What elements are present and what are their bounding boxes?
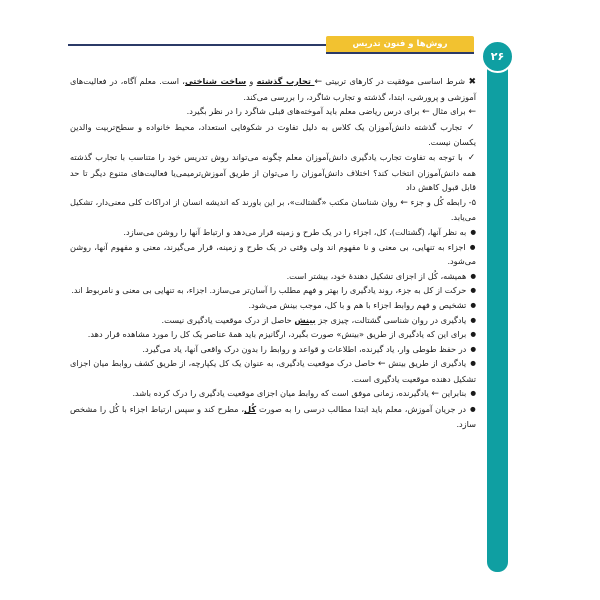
text-run: برای این که یادگیری از طریق	[364, 329, 467, 340]
chapter-title: روش‌ها و فنون تدریس	[352, 39, 448, 49]
text-run: شرط اساسی موفقیت در کارهای تربیتی	[321, 76, 465, 86]
page-number-badge	[481, 40, 514, 73]
text-run: صورت بگیرد، ارگانیزم باید همهٔ عناصر یک کل را مورد مشاهده قرار دهد.	[87, 329, 337, 340]
bullet-item	[70, 283, 476, 298]
body-text	[70, 74, 476, 431]
text-run: تشخیص و فهم روابط اجزاء با هم و با کل، موجب بینش می‌شود.	[248, 299, 467, 310]
check-item	[70, 150, 476, 195]
paragraph	[70, 104, 476, 120]
text-run: ←	[378, 359, 386, 370]
bullet-item	[70, 402, 476, 431]
text-run: در جریان آموزش، معلم باید ابتدا مطالب درسی را به صورت	[256, 404, 467, 415]
paragraph	[70, 195, 476, 225]
bullet-item	[70, 298, 476, 313]
text-run: حاصل درک موقعیت یادگیری، به عنوان یک کل یکپارچه، از طریق کشف روابط میان اجزای تشکیل دهنده موقعیت یادگیری است.	[70, 358, 476, 384]
text-run: گشتالت	[294, 196, 322, 207]
text-run: تجارب گذشته	[256, 76, 315, 86]
text-run: «بینش»	[336, 329, 365, 340]
text-run: برای درس ریاضی معلم باید آموخته‌های قبلی شاگرد را در نظر بگیرد.	[186, 106, 423, 117]
text-run: در حفظ طوطی وار، یاد گیرنده، اطلاعات و قواعد و روابط را بدون درک واقعی آنها، یاد می‌گیرد.	[142, 343, 467, 354]
paragraph	[70, 74, 476, 104]
bullet-item	[70, 386, 476, 402]
text-run: ←	[431, 389, 439, 400]
chapter-tab-underline	[326, 52, 474, 54]
text-run: تجارب گذشته دانش‌آموزان یک کلاس به دلیل تفاوت در شکوفایی استعداد، محیط خانواده و سطح‌تربیت والدین یکسان نیست.	[70, 121, 476, 148]
text-run: ۵- رابطه کُل و جزء	[407, 196, 477, 207]
text-run: و	[246, 76, 257, 86]
text-run: (گشتالت)	[391, 226, 425, 237]
check-item	[70, 120, 476, 150]
page-number: ۲۶	[490, 50, 505, 63]
text-run: ←	[465, 107, 476, 118]
text-run: همیشه، کُل از اجزای تشکیل دهندهٔ خود، بیشتر است.	[286, 270, 467, 281]
text-run: بینش	[294, 314, 316, 325]
text-run: به نظر آنها،	[424, 226, 467, 237]
text-run: ←	[314, 77, 322, 87]
bullet-item	[70, 327, 476, 342]
cross-arrow-icon: ✖	[464, 77, 476, 87]
text-run: کُل	[244, 404, 257, 415]
text-run: یادگیرنده، زمانی موفق است که روابط میان اجزای موقعیت یادگیری را درک کرده باشد.	[132, 388, 432, 399]
text-run: روان شناسان مکتب «	[321, 196, 398, 207]
text-run: بنابراین	[438, 388, 467, 399]
bullet-item	[70, 269, 476, 284]
text-run: ، کل، اجزاء را در یک طرح و زمینه قرار می‌دهد و ارتباط آنها را روشن می‌سازد.	[123, 226, 392, 237]
bullet-item	[70, 240, 476, 269]
text-run: ←	[397, 197, 408, 208]
text-run: حاصل از درک موقعیت یادگیری نیست.	[161, 314, 295, 325]
bullet-item	[70, 342, 476, 357]
bullet-item	[70, 356, 476, 386]
text-run: یادگیری در روان شناسی گشتالت، چیزی جز	[315, 314, 467, 325]
chapter-tab	[326, 36, 474, 52]
text-run: یادگیری از طریق بینش	[385, 358, 467, 369]
text-run: برای مثال	[429, 106, 466, 117]
bullet-item	[70, 313, 476, 328]
text-run: ، است. معلم آگاه، در فعالیت‌های آموزشی و پرورشی، ابتدا، گذشته و تجارب شاگرد، را بررسی می‌کند.	[70, 76, 476, 102]
side-bar	[487, 58, 508, 572]
text-run: ساخت شناختی	[184, 76, 247, 86]
text-run: حرکت از کل به جزء، روند یادگیری را بهتر و فهم مطلب را آسان‌تر می‌سازد. اجزاء، به تنهایی بی معنی و نامربوط اند.	[71, 285, 467, 296]
text-run: با توجه به تفاوت تجارب یادگیری دانش‌آموزان معلم چگونه می‌تواند روش تدریس خود را متناسب با تجارب گذشته همه دانش‌آموزان انتخاب کند؟ اختلاف دانش‌آموزان را می‌توان از طریق آموزش‌ترمیمی‌یا فعالیت‌های متنوع دیگر تا حد قابل قبول کاهش داد	[70, 151, 476, 193]
text-run: اجزاء به تنهایی، بی معنی و نا مفهوم اند ولی وقتی در یک طرح و زمینه، قرار می‌گیرند، معنی و مفهوم آنها، روشن می‌شود.	[70, 241, 476, 267]
bullet-item	[70, 225, 476, 240]
text-run: »، بر این باورند که اندیشه انسان از ادراکات کلی معنی‌دار، تشکیل می‌یابد.	[70, 196, 476, 223]
text-run: ، مطرح کند و سپس ارتباط اجزاء با کُل را مشخص سازد.	[70, 404, 476, 429]
text-run: ←	[422, 107, 430, 118]
header-rule	[68, 44, 326, 46]
